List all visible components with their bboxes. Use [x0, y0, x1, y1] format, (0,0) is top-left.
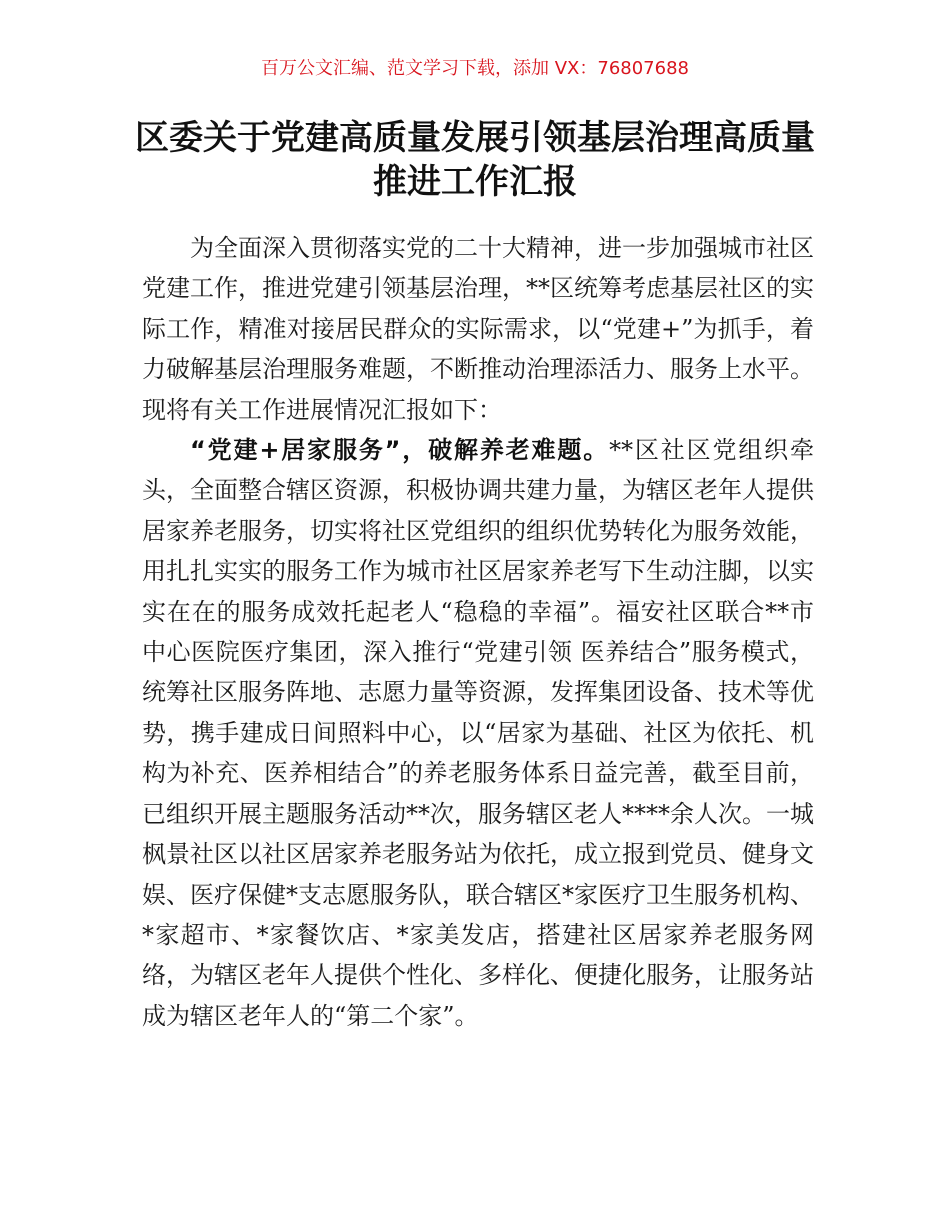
intro-paragraph — [142, 228, 814, 430]
header-promo-note: 百万公文汇编、范文学习下载，添加 VX：76807688 — [261, 58, 689, 79]
section-paragraph — [142, 430, 814, 1036]
section-paragraph-text: **区社区党组织牵头，全面整合辖区资源，积极协调共建力量，为辖区老年人提供居家养老服务，切实将社区党组织的组织优势转化为服务效能，用扎扎实实的服务工作为城市社区居家养老写下生动注脚，以实实在在的服务成效托起老人“稳稳的幸福”。福安社区联合**市中心医院医疗集团，深入推行“党建引领 医养结合”服务模式，统筹社区服务阵地、志愿力量等资源，发挥集团设备、技术等优势，携手建成日间照料中心，以“居家为基础、社区为依托、机构为补充、医养相结合”的养老服务体系日益完善，截至目前，已组织开展主题服务活动**次，服务辖区老人****余人次。一城枫景社区以社区居家养老服务站为依托，成立报到党员、健身文娱、医疗保健*支志愿服务队，联合辖区*家医疗卫生服务机构、*家超市、*家餐饮店、*家美发店，搭建社区居家养老服务网络，为辖区老年人提供个性化、多样化、便捷化服务，让服务站成为辖区老年人的“第二个家”。 — [142, 436, 815, 1030]
section-lead-heading: “党建+居家服务”，破解养老难题。 — [190, 436, 610, 465]
document-title: 区委关于党建高质量发展引领基层治理高质量推进工作汇报 — [135, 118, 815, 202]
document-body — [142, 228, 814, 1036]
intro-paragraph-text: 为全面深入贯彻落实党的二十大精神，进一步加强城市社区党建工作，推进党建引领基层治理，**区统筹考虑基层社区的实际工作，精准对接居民群众的实际需求，以“党建+”为抓手，着力破解基层治理服务难题，不断推动治理添活力、服务上水平。现将有关工作进展情况汇报如下： — [142, 234, 814, 424]
